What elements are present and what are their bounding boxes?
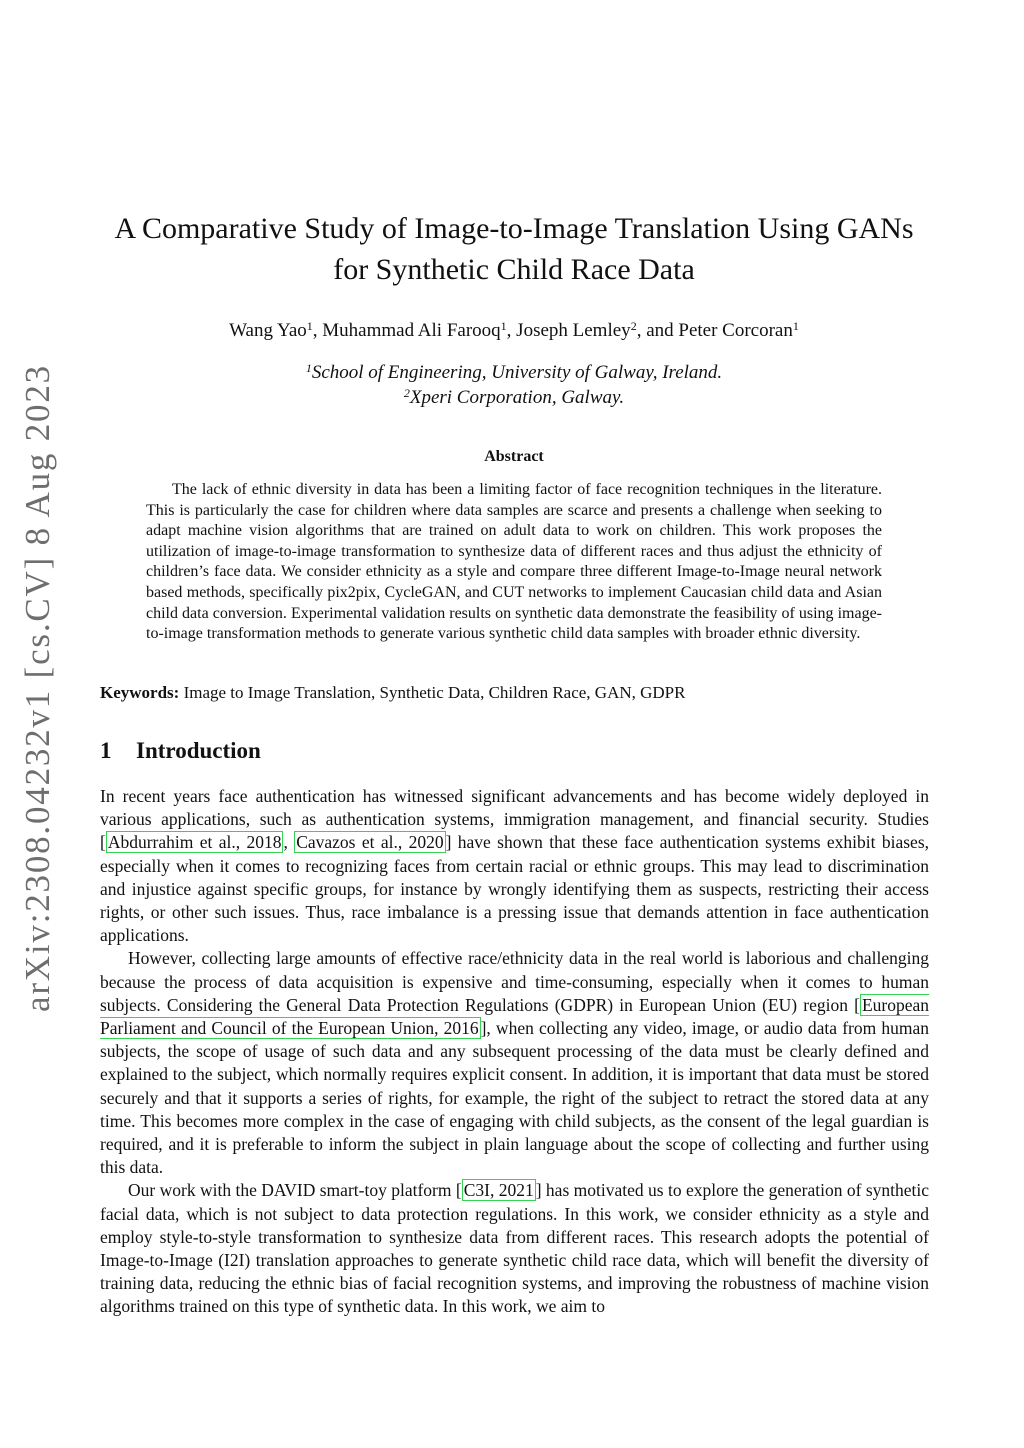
author-separator: , [312, 320, 323, 341]
keywords-label: Keywords: [100, 683, 180, 702]
arxiv-identifier: arXiv:2308.04232v1 [cs.CV] 8 Aug 2023 [18, 364, 57, 1012]
affiliation-text: Xperi Corporation, Galway. [409, 387, 625, 408]
keywords-text: Image to Image Translation, Synthetic Data, Children Race, GAN, GDPR [183, 683, 686, 702]
affiliations [80, 360, 948, 410]
author-affil-mark: 2 [630, 319, 637, 333]
paragraph-text: ] have shown that these face authentication systems exhibit biases, especially when it comes to recognizing faces from certain racial or ethnic groups. This may lead to discrimination and injustice against specific groups, for instance by wrongly identifying them as suspects, restricting their access rights, or other such issues. Thus, race imbalance is a pressing issue that demands attention in face authentication applications. [100, 832, 930, 946]
paragraph-text: In recent years face authentication has witnessed significant advancements and has become widely deployed in various applications, such as authentication systems, immigration management, and financial security. Studies [ [100, 786, 929, 853]
affiliation-mark: 1 [305, 361, 312, 375]
section-heading-introduction [100, 737, 261, 765]
citation-link[interactable]: European Parliament and Council of the European Union, 2016 [100, 994, 929, 1039]
author-name: Peter Corcoran [678, 320, 793, 341]
paragraph-text: Our work with the DAVID smart-toy platform [ [128, 1180, 462, 1201]
affiliation-text: School of Engineering, University of Galway, Ireland. [311, 362, 723, 383]
citation-link[interactable]: Cavazos et al., 2020 [296, 832, 444, 853]
author-separator: , [506, 320, 517, 341]
paragraph-3 [100, 1179, 929, 1318]
section-number: 1 [100, 738, 112, 763]
abstract-text: The lack of ethnic diversity in data has been a limiting factor of face recognition techniques in the literature. This is particularly the case for children where data samples are scarce and presents a challenge when seeking to adapt machine vision algorithms that are trained on adult data to work on children. This work proposes the utilization of image-to-image transformation to synthesize data of different races and thus adjust the ethnicity of children’s face data. We consider ethnicity as a style and compare three different Image-to-Image neural network based methods, specifically pix2pix, CycleGAN, and CUT networks to implement Caucasian child data and Asian child data conversion. Experimental validation results on synthetic data demonstrate the feasibility of using image-to-image transformation methods to generate various synthetic child data samples with broader ethnic diversity. [146, 481, 882, 643]
author-affil-mark: 1 [792, 319, 799, 333]
abstract-heading: Abstract [484, 448, 544, 465]
introduction-body [100, 785, 929, 1319]
author-list [80, 318, 948, 344]
paragraph-2 [100, 947, 929, 1179]
author-separator: , and [636, 320, 679, 341]
title-line-1: A Comparative Study of Image-to-Image Translation Using GANs [114, 212, 914, 245]
paragraph-text: ], when collecting any video, image, or audio data from human subjects, the scope of usage of such data and any subsequent processing of the data must be clearly defined and explained to the subject, which normally requires explicit consent. In addition, it is important that data must be stored securely and that it supports a series of rights, for example, the right of the subject to retract the stored data at any time. This becomes more complex in the case of engaging with child subjects, as the consent of the legal guardian is required, and it is preferable to inform the subject in plain language about the scope of collecting and further using this data. [100, 1018, 929, 1178]
keywords [100, 682, 930, 704]
paragraph-text: However, collecting large amounts of effective race/ethnicity data in the real world is laborious and challenging because the process of data acquisition is expensive and time-consuming, especially when it comes to human subjects. Considering the General Data Protection Regulations (GDPR) in European Union (EU) region [ [100, 948, 929, 1015]
paragraph-1 [100, 785, 929, 947]
paragraph-text: , [283, 832, 295, 853]
citation-link[interactable]: C3I, 2021 [463, 1180, 534, 1201]
citation-link[interactable]: Abdurrahim et al., 2018 [107, 832, 282, 853]
paragraph-text: ] has motivated us to explore the generation of synthetic facial data, which is not subject to data protection regulations. In this work, we consider ethnicity as a style and employ style-to-style transformation to synthesize data from different races. This research adopts the potential of Image-to-Image (I2I) translation approaches to generate synthetic child race data, which will benefit the diversity of training data, reducing the ethnic bias of facial recognition systems, and improving the robustness of machine vision algorithms trained on this type of synthetic data. In this work, we aim to [100, 1180, 929, 1317]
author-name: Wang Yao [229, 320, 307, 341]
affiliation-2 [80, 385, 948, 410]
author-affil-mark: 1 [306, 319, 313, 333]
author-affil-mark: 1 [500, 319, 507, 333]
author-name: Muhammad Ali Farooq [322, 320, 501, 341]
title-line-2: for Synthetic Child Race Data [333, 253, 695, 286]
affiliation-mark: 2 [403, 386, 410, 400]
author-name: Joseph Lemley [516, 320, 631, 341]
affiliation-1 [80, 360, 948, 385]
section-title: Introduction [136, 738, 261, 763]
paper-title [80, 208, 948, 290]
